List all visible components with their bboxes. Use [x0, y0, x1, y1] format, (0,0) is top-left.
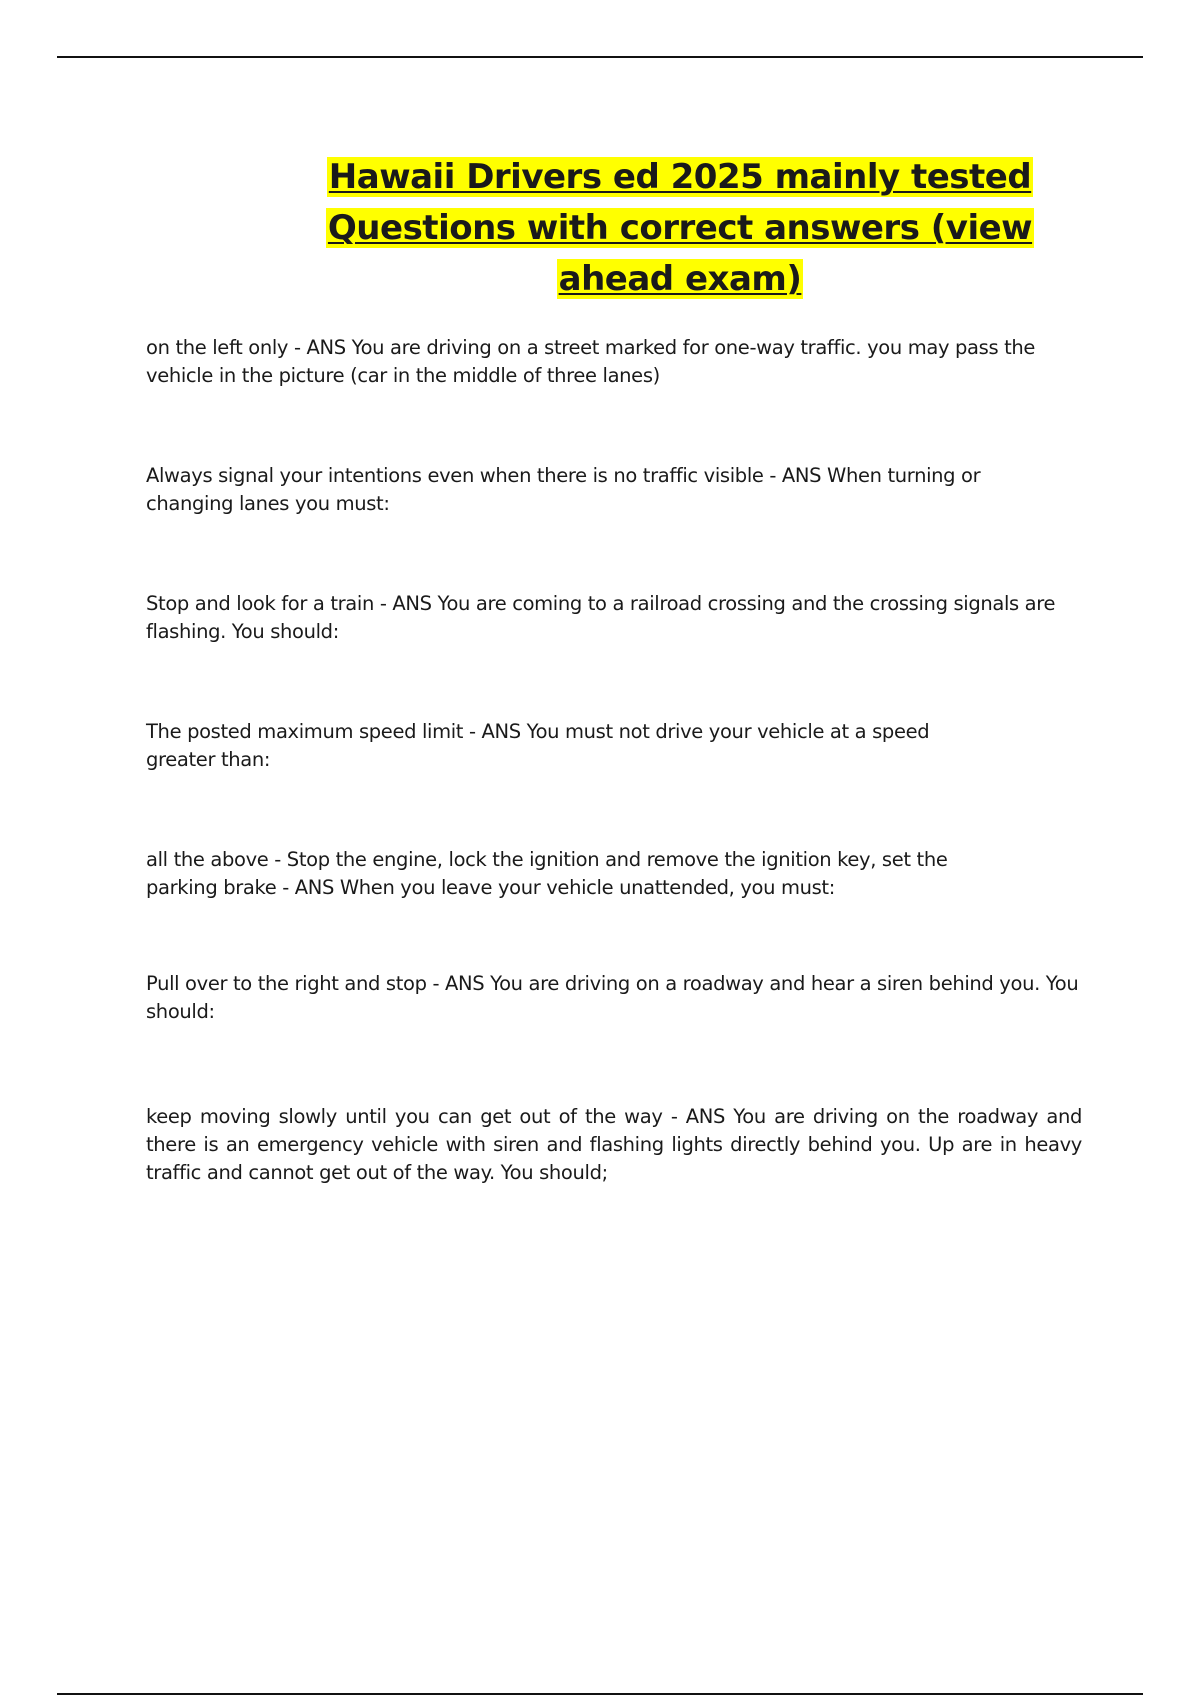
qa-item-5: all the above - Stop the engine, lock the ignition and remove the ignition key, set the parking brake - ANS When you leave your vehicle unattended, you must:: [146, 848, 948, 899]
qa-item-1: on the left only - ANS You are driving on a street marked for one-way traffic. you may pass the vehicle in the picture (car in the middle of three lanes): [146, 336, 1036, 387]
document-title-text: Hawaii Drivers ed 2025 mainly tested Questions with correct answers (view ahead exam): [327, 157, 1033, 299]
bottom-rule: [57, 1693, 1143, 1695]
qa-item-6: Pull over to the right and stop - ANS You are driving on a roadway and hear a siren behind you. You should:: [146, 972, 1079, 1023]
qa-item-2: Always signal your intentions even when there is no traffic visible - ANS When turning or changing lanes you must:: [146, 464, 981, 515]
qa-item-4: The posted maximum speed limit - ANS You must not drive your vehicle at a speed greater than:: [146, 720, 930, 771]
qa-item-3: Stop and look for a train - ANS You are coming to a railroad crossing and the crossing signals are flashing. You should:: [146, 592, 1056, 643]
document-title: [300, 152, 1060, 305]
qa-item-7: keep moving slowly until you can get out of the way - ANS You are driving on the roadway and there is an emergency vehicle with siren and flashing lights directly behind you. Up are in heavy traffic and cannot get out of the way. You should;: [146, 1105, 1082, 1184]
top-rule: [57, 56, 1143, 58]
